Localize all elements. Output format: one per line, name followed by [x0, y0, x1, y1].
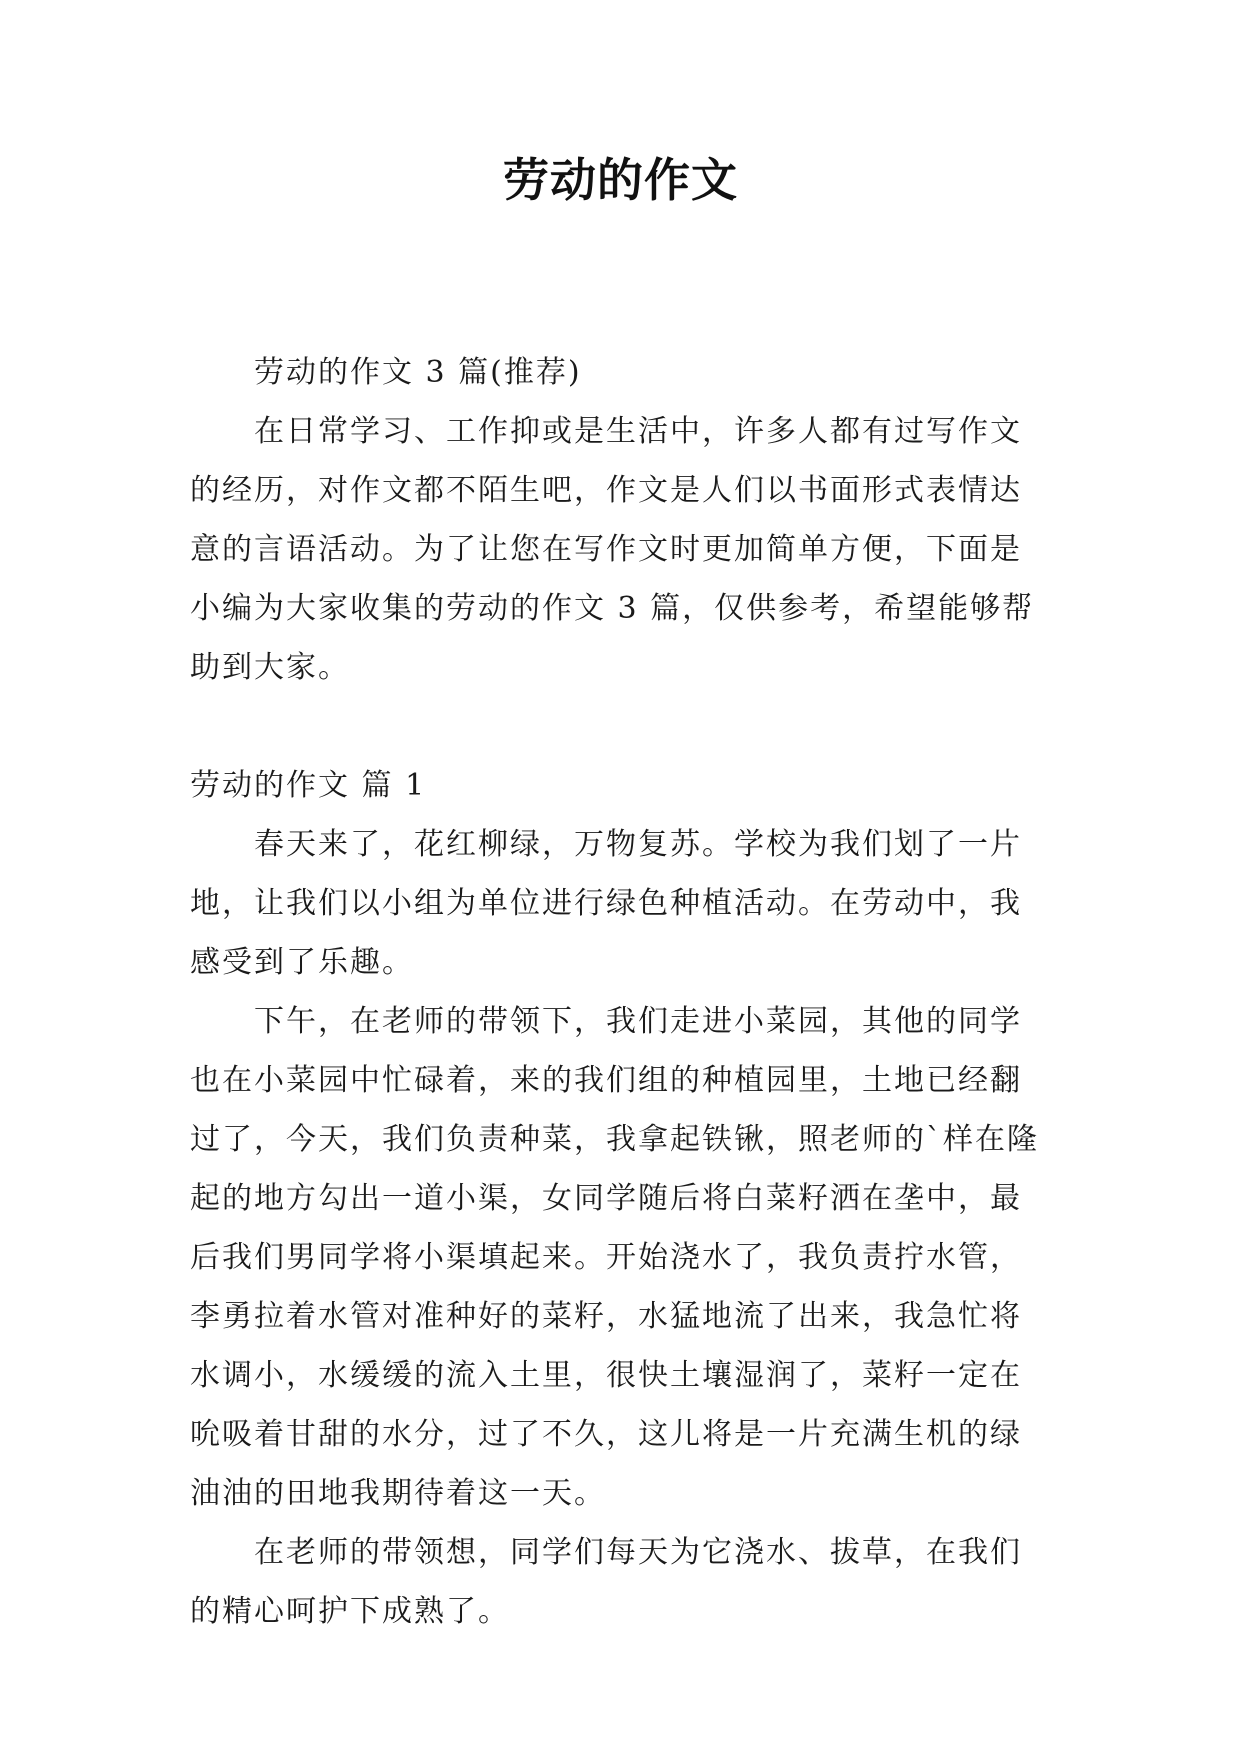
section-heading: 劳动的作文 篇 1 [190, 768, 427, 803]
body-paragraph-1: 春天来了，花红柳绿，万物复苏。学校为我们划了一片地，让我们以小组为单位进行绿色种植活动。在劳动中，我感受到了乐趣。 [190, 827, 1022, 980]
document-title: 劳动的作文 [503, 153, 738, 207]
body-paragraph-3: 在老师的带领想，同学们每天为它浇水、拔草，在我们的精心呵护下成熟了。 [190, 1535, 1022, 1629]
document-body [190, 343, 1050, 1641]
intro-paragraph: 在日常学习、工作抑或是生活中，许多人都有过写作文的经历，对作文都不陌生吧，作文是人们以书面形式表情达意的言语活动。为了让您在写作文时更加简单方便，下面是小编为大家收集的劳动的作文 3 篇，仅供参考，希望能够帮助到大家。 [190, 414, 1035, 685]
document-subtitle: 劳动的作文 3 篇(推荐) [254, 355, 582, 390]
body-paragraph-2: 下午，在老师的带领下，我们走进小菜园，其他的同学也在小菜园中忙碌着，来的我们组的种植园里，土地已经翻过了，今天，我们负责种菜，我拿起铁锹，照老师的`样在隆起的地方勾出一道小渠，女同学随后将白菜籽洒在垄中，最后我们男同学将小渠填起来。开始浇水了，我负责拧水管，李勇拉着水管对准种好的菜籽，水猛地流了出来，我急忙将水调小，水缓缓的流入土里，很快土壤湿润了，菜籽一定在吮吸着甘甜的水分，过了不久，这儿将是一片充满生机的绿油油的田地我期待着这一天。 [190, 1004, 1039, 1511]
